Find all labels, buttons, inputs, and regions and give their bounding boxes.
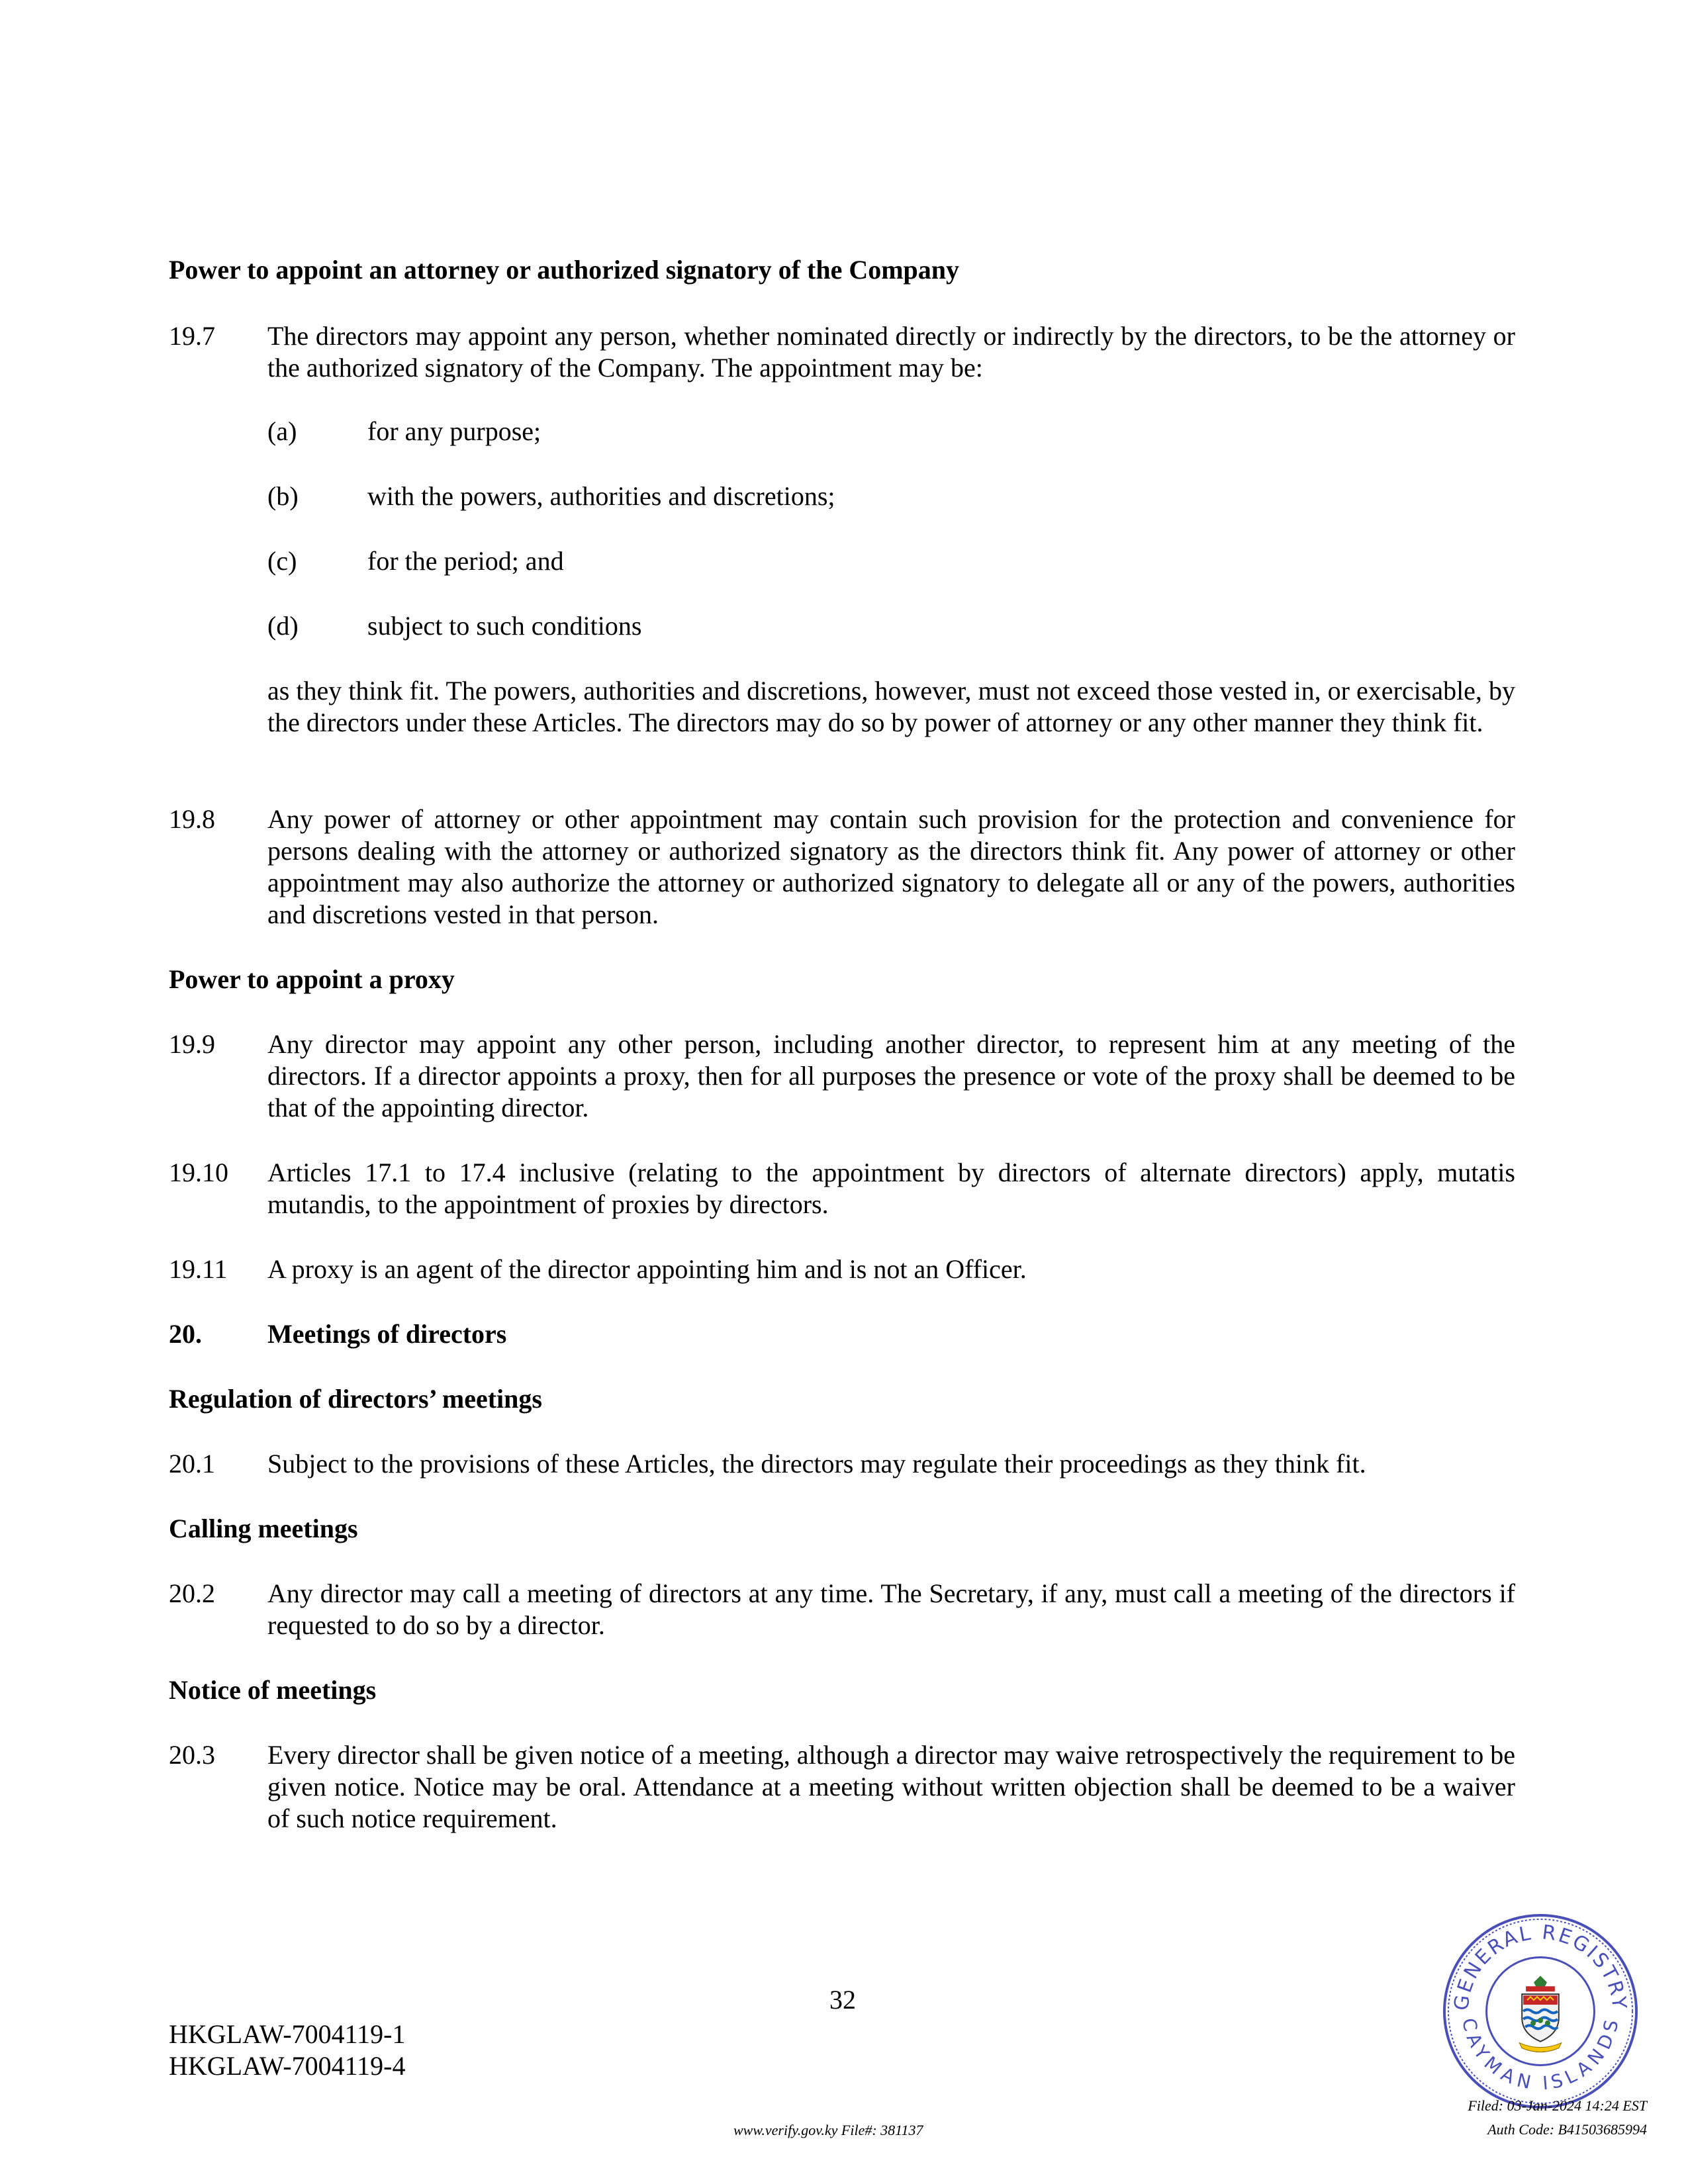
clause-20-3-text: Every director shall be given notice of a meeting, although a director may waive retrospectively the requirement to be given notice. Notice may be oral. Attendance at a meeting without written objection shall be deemed to be a waiver of such notice requirement. [267,1740,1515,1833]
clause-number-19-8: 19.8 [169,804,215,834]
item-b-label: (b) [267,481,299,511]
heading-notice: Notice of meetings [169,1675,377,1705]
clause-19-7-tail: as they think fit. The powers, authorities and discretions, however, must not exceed those vested in, or exercisable, by the directors under these Articles. The directors may do so by power of attorney or any other manner they think fit. [267,676,1515,737]
coat-of-arms-icon [1519,1976,1562,2052]
clause-19-7-text: The directors may appoint any person, whether nominated directly or indirectly by the directors, to be the attorney or the authorized signatory of the Company. The appointment may be: [267,321,1515,383]
item-c-text: for the period; and [367,546,564,576]
heading-attorney: Power to appoint an attorney or authorized signatory of the Company [169,255,960,285]
doc-ref-1: HKGLAW-7004119-1 [169,2019,406,2049]
document-references [169,2019,405,2082]
heading-calling: Calling meetings [169,1514,358,1543]
clause-number-19-11: 19.11 [169,1254,228,1284]
item-d-label: (d) [267,611,299,641]
heading-proxy: Power to appoint a proxy [169,964,455,994]
section-number-20: 20. [169,1319,202,1349]
clause-19-8-text: Any power of attorney or other appointment may contain such provision for the protection and convenience for persons dealing with the attorney or authorized signatory as the directors think fit. Any power of attorney or other appointment may also authorize the attorney or authorized signatory to delegate all or any of the powers, authorities and discretions vested in that person. [267,804,1515,929]
item-a-label: (a) [267,416,297,446]
clause-19-9-text: Any director may appoint any other person, including another director, to represent him at any meeting of the directors. If a director appoints a proxy, then for all purposes the presence or vote of the proxy shall be deemed to be that of the appointing director. [267,1029,1515,1122]
auth-code: Auth Code: B41503685994 [1487,2121,1647,2138]
clause-number-19-7: 19.7 [169,321,215,351]
item-a-text: for any purpose; [367,416,541,446]
heading-regulation: Regulation of directors’ meetings [169,1384,542,1414]
verify-url: www.verify.gov.ky File#: 381137 [733,2122,923,2138]
clause-19-10-text: Articles 17.1 to 17.4 inclusive (relating to the appointment by directors of alternate directors) apply, mutatis mutandis, to the appointment of proxies by directors. [267,1158,1515,1219]
item-d-text: subject to such conditions [367,611,642,641]
filing-stamp [1435,2094,1647,2142]
clause-number-20-3: 20.3 [169,1740,215,1770]
seal-ring-bottom: CAYMAN ISLANDS [1458,2016,1623,2095]
doc-ref-2: HKGLAW-7004119-4 [169,2051,406,2081]
clause-number-19-9: 19.9 [169,1029,215,1059]
item-c-label: (c) [267,546,297,576]
clause-20-1-text: Subject to the provisions of these Articles, the directors may regulate their proceedings as they think fit. [267,1449,1366,1479]
item-b-text: with the powers, authorities and discretions; [367,481,835,511]
seal-ring-top: GENERAL REGISTRY [1450,1921,1631,2012]
registry-seal-icon [1442,1913,1639,2110]
clause-19-11-text: A proxy is an agent of the director appointing him and is not an Officer. [267,1254,1027,1284]
page-number: 32 [829,1985,856,2015]
clause-20-2-text: Any director may call a meeting of directors at any time. The Secretary, if any, must call a meeting of the directors if requested to do so by a director. [267,1578,1515,1640]
clause-number-20-1: 20.1 [169,1449,215,1479]
section-title-20: Meetings of directors [267,1319,507,1349]
clause-number-19-10: 19.10 [169,1158,228,1187]
filed-date: Filed: 03-Jan-2024 14:24 EST [1468,2097,1647,2114]
clause-number-20-2: 20.2 [169,1578,215,1608]
